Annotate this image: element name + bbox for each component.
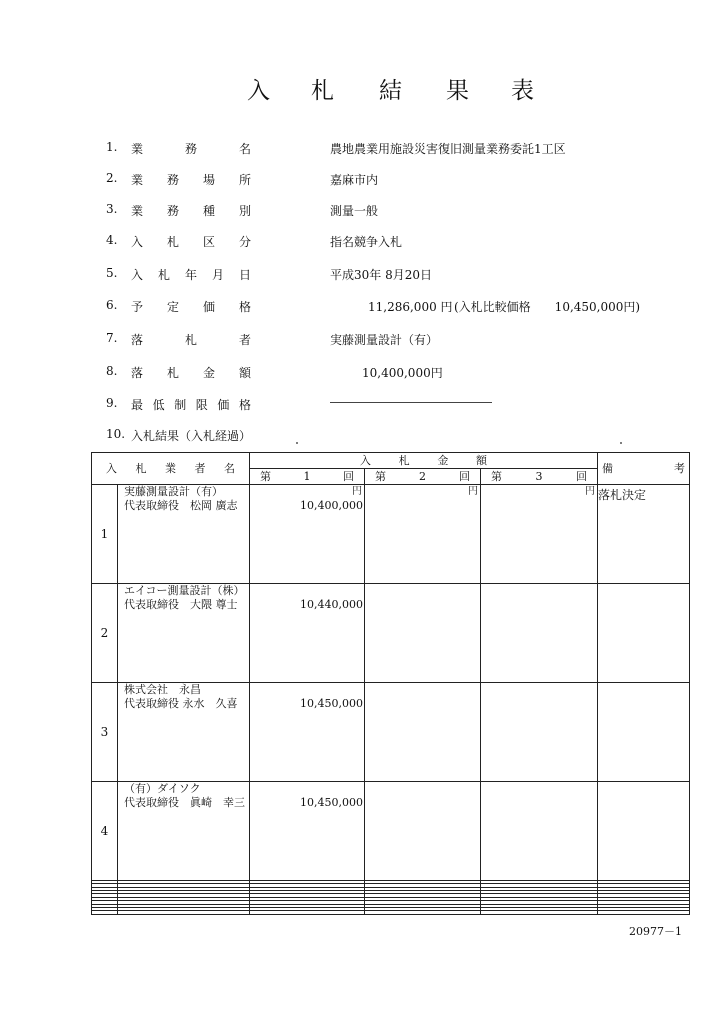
bidder-name-cell: [118, 781, 250, 880]
field-label-char: 業: [131, 142, 144, 156]
title-char: 入: [247, 78, 270, 104]
field-value: 測量一般: [330, 204, 379, 218]
field-value: 嘉麻市内: [330, 173, 379, 187]
empty-cell: [118, 911, 250, 915]
field-label-char: 札: [166, 235, 179, 249]
header-char: 額: [476, 454, 488, 467]
page-footer-code: 20977－1: [629, 925, 682, 938]
header-notes: [598, 453, 690, 485]
header-round-1: [250, 469, 365, 485]
field-label: [131, 202, 251, 219]
row-index: 3: [92, 682, 118, 781]
field-number: 4.: [106, 233, 118, 247]
header-char: 1: [303, 470, 311, 483]
yen-unit: [250, 683, 364, 697]
bidder-representative: 代表取締役 眞崎 幸三: [124, 795, 245, 809]
field-label: [131, 140, 251, 157]
round-1-amount-cell: [250, 781, 365, 880]
field-label: [131, 233, 251, 250]
field-label-char: 札: [157, 268, 170, 282]
table-row: [92, 485, 690, 584]
field-label: [131, 396, 251, 413]
field-value: 農地農業用施設災害復旧測量業務委託1工区: [330, 142, 566, 156]
title-char: 果: [446, 78, 469, 104]
empty-cell: [365, 911, 481, 915]
field-label-char: 入: [131, 235, 144, 249]
round-2-amount-cell: [365, 781, 481, 880]
yen-unit: 円: [585, 486, 596, 497]
field-value: 実藤測量設計（有）: [330, 333, 439, 347]
field-label-char: 名: [238, 142, 251, 156]
scan-speck: [296, 442, 298, 444]
row-index: 4: [92, 781, 118, 880]
header-char: 名: [224, 462, 235, 475]
field-label-char: 札: [166, 366, 179, 380]
field-label-char: 種: [202, 204, 215, 218]
field-label: [131, 364, 251, 381]
field-label-char: 低: [152, 398, 165, 412]
bid-amount: 10,450,000: [300, 696, 363, 710]
table-row: [92, 781, 690, 880]
yen-unit: [481, 782, 597, 796]
field-label-char: 者: [238, 333, 251, 347]
title-char: 札: [311, 78, 334, 104]
field-label-char: 日: [238, 268, 251, 282]
field-label-char: 別: [238, 204, 251, 218]
field-label-char: 格: [238, 398, 251, 412]
header-char: 者: [194, 462, 206, 475]
yen-unit: [481, 683, 597, 697]
yen-unit: [365, 584, 480, 598]
header-char: 考: [674, 462, 686, 475]
round-2-amount-cell: [365, 485, 481, 584]
header-char: 第: [491, 470, 502, 483]
bid-result-table: [91, 452, 690, 915]
field-number: 10.: [106, 427, 126, 441]
round-3-amount-cell: [481, 485, 598, 584]
notes-cell: [598, 781, 690, 880]
yen-unit: [250, 782, 364, 796]
round-1-amount-cell: [250, 485, 365, 584]
header-round-3: [481, 469, 598, 485]
round-3-amount-cell: [481, 583, 598, 682]
field-label-char: 所: [238, 173, 251, 187]
round-3-amount-cell: [481, 781, 598, 880]
header-char: 入: [360, 454, 371, 467]
field-number: 8.: [106, 364, 118, 378]
field-label-char: 予: [131, 300, 144, 314]
field-label: [131, 171, 251, 188]
empty-cell: [481, 911, 598, 915]
field-label: [131, 427, 251, 444]
bidder-company: 株式会社 永昌: [124, 682, 201, 696]
field-label-text: 入札結果（入札経過）: [131, 429, 252, 443]
bid-amount: 10,400,000: [300, 499, 363, 512]
header-char: 備: [602, 462, 614, 475]
field-value: 10,400,000円: [362, 366, 443, 380]
header-char: 回: [343, 470, 354, 483]
header-char: 第: [260, 470, 271, 483]
field-label-char: 金: [202, 366, 215, 380]
field-label-char: 落: [131, 333, 144, 347]
title-char: 結: [379, 78, 402, 104]
field-label-char: 落: [131, 366, 144, 380]
field-number: 3.: [106, 202, 118, 216]
empty-cell: [598, 911, 690, 915]
yen-unit: [365, 782, 480, 796]
bid-amount: 10,440,000: [300, 597, 363, 611]
bidder-name-cell: [118, 485, 250, 584]
header-round-2: [365, 469, 481, 485]
header-char: 第: [375, 470, 386, 483]
bidder-representative: 代表取締役 永水 久喜: [124, 696, 238, 710]
field-label-char: 場: [202, 173, 215, 187]
bidder-company: エイコー測量設計（株）: [124, 583, 245, 597]
row-index: 1: [92, 485, 118, 584]
field-label-char: 札: [184, 333, 197, 347]
bidder-company: （有）ダイソク: [124, 781, 201, 795]
field-number: 9.: [106, 396, 118, 410]
field-label-char: 年: [184, 268, 197, 282]
field-number: 6.: [106, 298, 118, 312]
field-number: 5.: [106, 266, 118, 280]
bidder-name-cell: [118, 583, 250, 682]
header-bidder-name: [92, 453, 250, 485]
bid-amount: 10,450,000: [300, 795, 363, 809]
field-label-char: 入: [131, 268, 144, 282]
field-label-char: 価: [202, 300, 215, 314]
field-label-char: 務: [166, 173, 179, 187]
yen-unit: [365, 683, 480, 697]
yen-unit: [250, 584, 364, 598]
bidder-company: 実藤測量設計（有）: [124, 485, 223, 498]
notes-cell: [598, 583, 690, 682]
field-label-char: 区: [202, 235, 215, 249]
field-label-char: 最: [131, 398, 144, 412]
header-char: 2: [419, 470, 426, 483]
field-extra-value: (入札比較価格 10,450,000円): [454, 300, 641, 314]
field-label-char: 務: [166, 204, 179, 218]
field-value: 11,286,000 円: [368, 300, 453, 314]
field-label: [131, 266, 251, 283]
field-number: 7.: [106, 331, 118, 345]
notes-cell: 落札決定: [598, 485, 690, 584]
header-char: 業: [165, 462, 176, 475]
round-2-amount-cell: [365, 583, 481, 682]
notes-cell: [598, 682, 690, 781]
scan-speck: [620, 442, 622, 444]
header-char: 3: [535, 470, 543, 483]
round-2-amount-cell: [365, 682, 481, 781]
row-index: 2: [92, 583, 118, 682]
field-label-char: 月: [211, 268, 224, 282]
title-char: 表: [511, 78, 534, 104]
table-row: [92, 682, 690, 781]
field-value: 平成30年 8月20日: [330, 268, 432, 282]
header-char: 札: [398, 454, 410, 467]
field-number: 1.: [106, 140, 118, 154]
empty-cell: [92, 911, 118, 915]
header-char: 金: [437, 454, 449, 467]
round-3-amount-cell: [481, 682, 598, 781]
field-label-char: 限: [195, 398, 208, 412]
bidder-name-cell: [118, 682, 250, 781]
header-bid-amount: [250, 453, 598, 469]
field-number: 2.: [106, 171, 118, 185]
field-label-char: 分: [238, 235, 251, 249]
yen-unit: 円: [468, 486, 478, 497]
header-char: 札: [135, 462, 147, 475]
round-1-amount-cell: [250, 583, 365, 682]
field-label-char: 務: [184, 142, 197, 156]
bidder-representative: 代表取締役 大隈 尊士: [124, 597, 238, 611]
field-label-char: 業: [131, 204, 144, 218]
dash-line: [330, 402, 492, 403]
empty-table-row: [92, 911, 690, 915]
field-label-char: 額: [238, 366, 251, 380]
field-label-char: 価: [217, 398, 230, 412]
header-char: 回: [459, 470, 470, 483]
yen-unit: [481, 584, 597, 598]
yen-unit: 円: [352, 486, 362, 497]
table-row: [92, 583, 690, 682]
field-label-char: 格: [238, 300, 251, 314]
field-label-char: 業: [131, 173, 144, 187]
round-1-amount-cell: [250, 682, 365, 781]
empty-cell: [250, 911, 365, 915]
bidder-representative: 代表取締役 松岡 廣志: [124, 499, 238, 512]
header-char: 回: [576, 470, 587, 483]
field-value: 指名競争入札: [330, 235, 403, 249]
header-char: 入: [106, 462, 117, 475]
field-label-char: 制: [174, 398, 187, 412]
field-label-char: 定: [166, 300, 179, 314]
field-label: [131, 331, 251, 348]
field-label: [131, 298, 251, 315]
